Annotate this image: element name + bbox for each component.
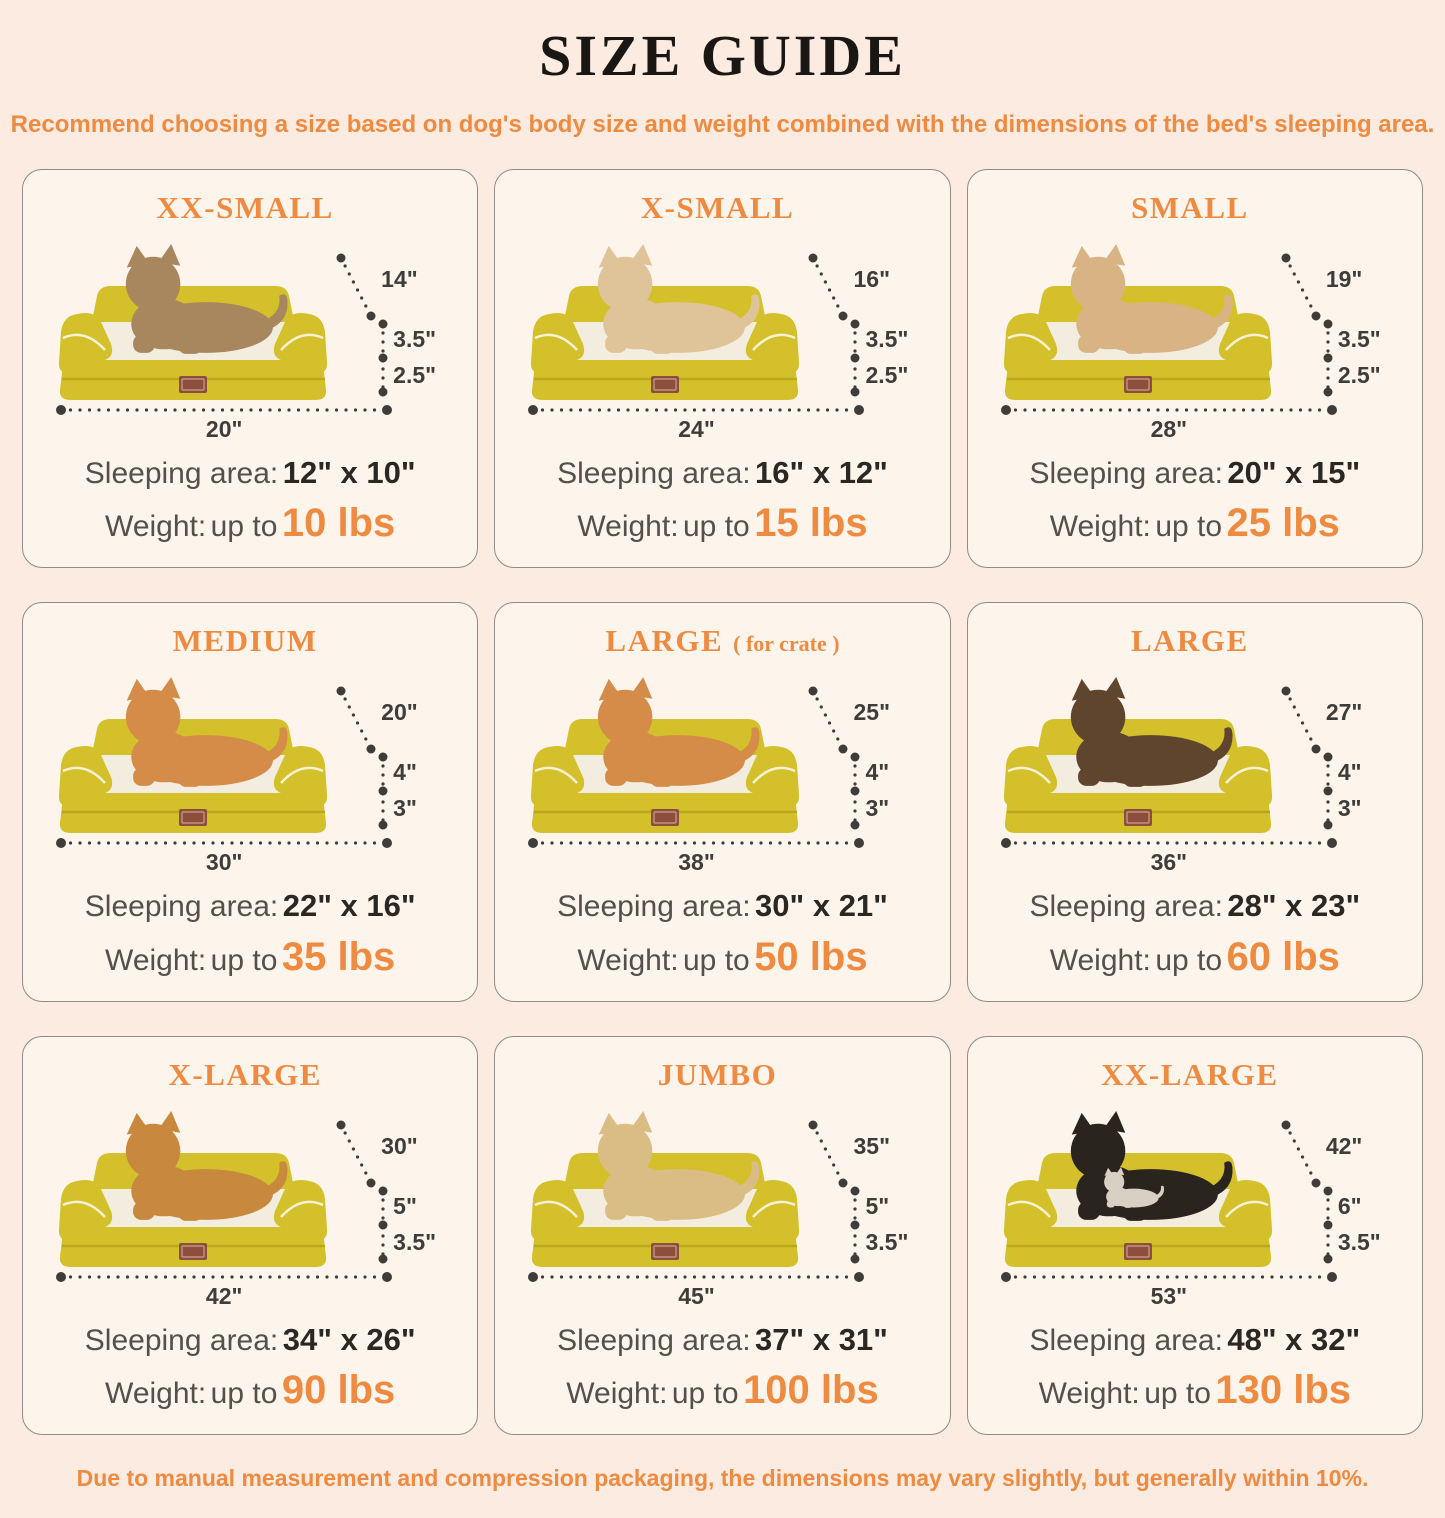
weight-up-to: up to xyxy=(1144,1376,1211,1410)
bed-width-label: 24" xyxy=(678,416,715,442)
base-height-label: 3.5" xyxy=(1337,1228,1381,1255)
size-card-title xyxy=(978,623,1412,659)
bed-photo-area xyxy=(35,667,465,882)
sleeping-area-label: Sleeping area: xyxy=(84,1323,279,1357)
weight-line xyxy=(33,1364,467,1416)
sleeping-area-line xyxy=(33,453,467,493)
sleeping-area-line xyxy=(978,886,1412,926)
weight-up-to: up to xyxy=(210,510,278,544)
sleeping-area-line xyxy=(978,1320,1412,1360)
bed-depth-label: 19" xyxy=(1325,266,1363,292)
bed-width-label: 20" xyxy=(205,416,243,442)
sleeping-area-label: Sleeping area: xyxy=(557,1323,751,1357)
size-card-x-large xyxy=(22,1036,478,1435)
size-card-title xyxy=(505,1057,939,1093)
bolster-height-label: 3.5" xyxy=(865,326,909,352)
weight-line xyxy=(978,931,1412,983)
weight-label: Weight: xyxy=(105,943,207,977)
sleeping-area-line xyxy=(978,453,1412,493)
size-card-x-small xyxy=(494,169,950,568)
sleeping-area-label: Sleeping area: xyxy=(557,890,751,924)
sleeping-area-label: Sleeping area: xyxy=(1029,890,1223,924)
sleeping-area-value: 37" x 31" xyxy=(755,1321,888,1357)
base-height-label: 3.5" xyxy=(865,1228,909,1255)
bolster-height-label: 5" xyxy=(393,1192,417,1219)
bed-width-label: 38" xyxy=(678,849,715,876)
bolster-height-label: 4" xyxy=(1337,759,1362,786)
sleeping-area-label: Sleeping area: xyxy=(557,457,751,490)
weight-up-to: up to xyxy=(210,943,278,977)
bed-width-label: 36" xyxy=(1150,849,1188,876)
size-card-grid xyxy=(22,169,1423,1435)
size-name: LARGE xyxy=(605,623,724,659)
bed-width-label: 30" xyxy=(205,849,243,876)
size-name: X-LARGE xyxy=(168,1056,322,1092)
bed-depth-label: 25" xyxy=(853,699,890,726)
sleeping-area-label: Sleeping area: xyxy=(1029,1323,1223,1357)
bed-width-label: 28" xyxy=(1150,416,1188,442)
bed-photo-area xyxy=(35,234,465,449)
bed-photo-area xyxy=(980,1101,1410,1316)
size-name: XX-SMALL xyxy=(156,190,334,225)
size-name: JUMBO xyxy=(657,1056,778,1092)
sleeping-area-label: Sleeping area: xyxy=(84,457,279,490)
sleeping-area-line xyxy=(33,886,467,926)
size-name: MEDIUM xyxy=(172,623,318,659)
weight-value: 100 lbs xyxy=(743,1367,879,1412)
size-card-title xyxy=(33,190,467,226)
page-footnote: Due to manual measurement and compression packaging, the dimensions may vary slightly, but generally within 10%. xyxy=(76,1464,1369,1491)
sleeping-area-value: 20" x 15" xyxy=(1227,455,1361,490)
weight-label: Weight: xyxy=(577,943,679,977)
bed-depth-label: 14" xyxy=(381,266,418,292)
weight-up-to: up to xyxy=(210,1376,278,1410)
bed-depth-label: 16" xyxy=(853,266,890,292)
sleeping-area-value: 16" x 12" xyxy=(755,455,888,490)
bolster-height-label: 4" xyxy=(393,759,417,786)
size-name: LARGE xyxy=(1130,623,1249,659)
sleeping-area-value: 22" x 16" xyxy=(282,888,416,924)
weight-value: 130 lbs xyxy=(1215,1367,1352,1412)
sleeping-area-value: 34" x 26" xyxy=(282,1321,416,1357)
weight-up-to: up to xyxy=(1155,943,1223,977)
size-card-title xyxy=(33,1057,467,1093)
weight-line xyxy=(978,497,1412,549)
sleeping-area-value: 12" x 10" xyxy=(282,455,416,490)
size-name: X-SMALL xyxy=(640,190,795,225)
weight-label: Weight: xyxy=(105,1376,207,1410)
size-card-large xyxy=(967,602,1423,1001)
bed-photo-area xyxy=(35,1101,465,1316)
bolster-height-label: 4" xyxy=(865,759,890,786)
sleeping-area-value: 28" x 23" xyxy=(1227,888,1361,924)
bolster-height-label: 3.5" xyxy=(1337,326,1381,352)
bed-depth-label: 20" xyxy=(381,699,418,726)
weight-up-to: up to xyxy=(683,510,750,544)
weight-label: Weight: xyxy=(1049,510,1151,544)
size-card-xx-large xyxy=(967,1036,1423,1435)
size-card-title xyxy=(505,623,939,659)
sleeping-area-line xyxy=(33,1320,467,1360)
size-card-large-for-crate xyxy=(494,602,950,1001)
weight-value: 15 lbs xyxy=(754,501,868,546)
bed-photo-area xyxy=(507,667,937,882)
weight-value: 35 lbs xyxy=(281,934,396,979)
base-height-label: 2.5" xyxy=(393,362,437,388)
bed-depth-label: 35" xyxy=(853,1132,890,1159)
sleeping-area-value: 48" x 32" xyxy=(1227,1321,1361,1357)
bed-photo-area xyxy=(507,1101,937,1316)
size-card-small xyxy=(967,169,1423,568)
weight-value: 10 lbs xyxy=(281,501,396,546)
base-height-label: 3" xyxy=(393,795,417,822)
size-card-jumbo xyxy=(494,1036,950,1435)
size-name: SMALL xyxy=(1130,190,1249,225)
weight-value: 25 lbs xyxy=(1226,501,1340,546)
weight-label: Weight: xyxy=(1049,943,1151,977)
size-name: XX-LARGE xyxy=(1101,1056,1279,1092)
base-height-label: 2.5" xyxy=(865,362,909,388)
weight-up-to: up to xyxy=(683,943,750,977)
weight-line xyxy=(505,1364,939,1416)
weight-label: Weight: xyxy=(577,510,679,544)
size-card-medium xyxy=(22,602,478,1001)
weight-up-to: up to xyxy=(1155,510,1223,544)
weight-value: 60 lbs xyxy=(1226,934,1340,979)
base-height-label: 3" xyxy=(865,795,890,822)
size-card-title xyxy=(33,623,467,659)
bed-width-label: 45" xyxy=(678,1282,715,1309)
size-card-title xyxy=(978,190,1412,226)
bolster-height-label: 3.5" xyxy=(393,326,437,352)
bed-depth-label: 42" xyxy=(1325,1132,1363,1159)
weight-value: 90 lbs xyxy=(281,1367,396,1412)
weight-label: Weight: xyxy=(566,1376,668,1410)
bolster-height-label: 5" xyxy=(865,1192,890,1219)
sleeping-area-value: 30" x 21" xyxy=(755,888,888,924)
weight-value: 50 lbs xyxy=(754,934,868,979)
weight-line xyxy=(505,931,939,983)
bed-photo-area xyxy=(980,667,1410,882)
bed-depth-label: 30" xyxy=(381,1132,418,1159)
weight-line xyxy=(978,1364,1412,1416)
sleeping-area-label: Sleeping area: xyxy=(84,890,279,924)
base-height-label: 3" xyxy=(1337,795,1362,822)
bed-depth-label: 27" xyxy=(1325,699,1363,726)
base-height-label: 3.5" xyxy=(393,1228,437,1255)
size-card-title xyxy=(978,1057,1412,1093)
weight-line xyxy=(33,931,467,983)
weight-line xyxy=(505,497,939,549)
sleeping-area-label: Sleeping area: xyxy=(1029,457,1223,490)
bed-width-label: 53" xyxy=(1150,1282,1188,1309)
bed-photo-area xyxy=(980,234,1410,449)
sleeping-area-line xyxy=(505,453,939,493)
base-height-label: 2.5" xyxy=(1337,362,1381,388)
size-card-xx-small xyxy=(22,169,478,568)
weight-line xyxy=(33,497,467,549)
bed-photo-area xyxy=(507,234,937,449)
sleeping-area-line xyxy=(505,1320,939,1360)
size-card-title xyxy=(505,190,939,226)
bolster-height-label: 6" xyxy=(1337,1192,1362,1219)
bed-width-label: 42" xyxy=(205,1282,243,1309)
weight-up-to: up to xyxy=(671,1376,739,1410)
page-title: SIZE GUIDE xyxy=(539,23,906,88)
weight-label: Weight: xyxy=(105,510,207,544)
sleeping-area-line xyxy=(505,886,939,926)
page-subtitle: Recommend choosing a size based on dog's body size and weight combined with the dimensions of the bed's sleeping area. xyxy=(10,111,1435,138)
weight-label: Weight: xyxy=(1038,1376,1140,1410)
size-note: ( for crate ) xyxy=(733,631,840,657)
